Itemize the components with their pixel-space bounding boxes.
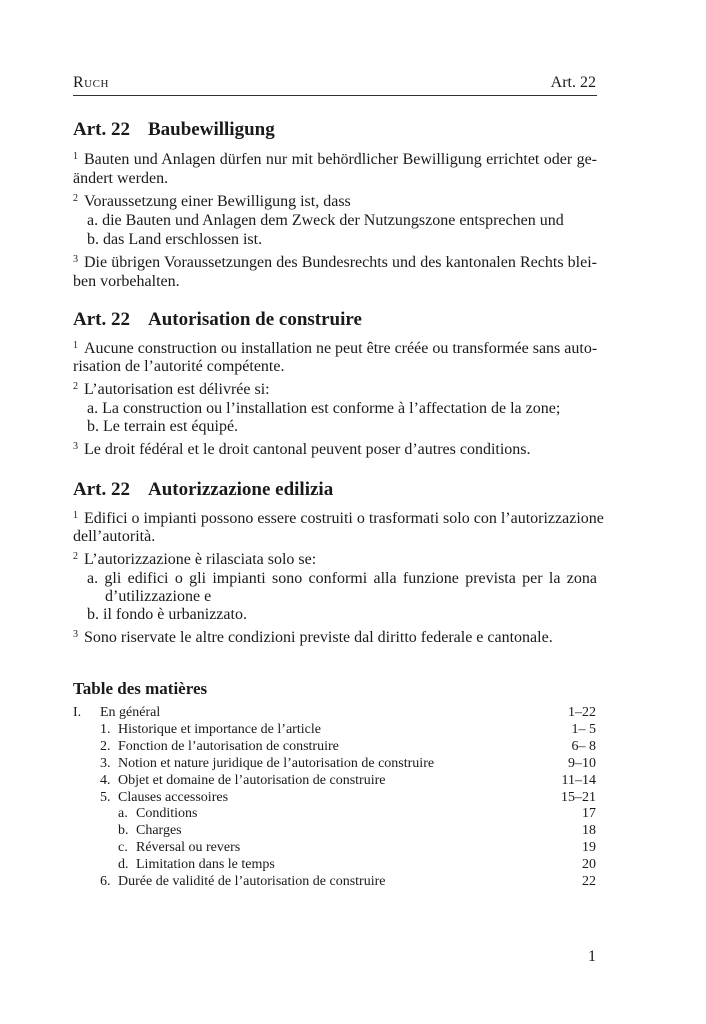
de-para-2-item-b: b. das Land erschlossen ist. [87, 231, 263, 248]
toc-item-label: a. [118, 806, 128, 821]
it-para-3: $^3$ Sono riservate le altre condizioni previste dal diritto federale e cantonale. [73, 629, 553, 646]
toc-item-label: 3. [100, 756, 111, 771]
toc-title: Table des matières [73, 679, 208, 698]
de-para-2-item-a: a. die Bauten und Anlagen dem Zweck der Nutzungszone entsprechen und [87, 212, 564, 229]
toc-item-pages: 1–22 [568, 705, 596, 720]
fr-para-3: $^3$ Le droit fédéral et le droit cantonal peuvent poser d’autres conditions. [73, 441, 531, 458]
running-header-article: Art. 22 [550, 74, 596, 91]
toc-item-text: Charges [136, 823, 182, 838]
toc-item-text: Réversal ou revers [136, 840, 241, 855]
toc-item-pages: 18 [582, 823, 596, 838]
running-header-author: Ruch [73, 74, 109, 91]
page-number: 1 [588, 948, 596, 965]
de-para-1-line-1: $^1$ Bauten und Anlagen dürfen nur mit behördlicher Bewilligung errichtet oder ge- [73, 151, 597, 168]
toc-item-text: Conditions [136, 806, 198, 821]
toc-item-text: Limitation dans le temps [136, 857, 275, 872]
toc-item-pages: 17 [582, 806, 596, 821]
header-rule [73, 95, 597, 96]
fr-para-1-line-1: $^1$ Aucune construction ou installation ne peut être créée ou transformée sans auto- [73, 340, 598, 357]
toc-item-pages: 22 [582, 874, 596, 889]
de-para-3-line-1: $^3$ Die übrigen Voraussetzungen des Bundesrechts und des kantonalen Rechts blei- [73, 254, 597, 271]
fr-para-1-line-2: risation de l’autorité compétente. [73, 358, 285, 375]
section-title-it: Art. 22 Autorizzazione edilizia [73, 479, 334, 500]
de-para-2: $^2$ Voraussetzung einer Bewilligung ist, dass [73, 193, 351, 210]
toc-item-label: c. [118, 840, 128, 855]
toc-item-label: 6. [100, 874, 111, 889]
fr-para-2-item-b: b. Le terrain est équipé. [87, 418, 239, 435]
it-para-2: $^2$ L’autorizzazione è rilasciata solo se: [73, 551, 317, 568]
toc-item-pages: 1– 5 [571, 722, 596, 737]
toc-item-label: d. [118, 857, 129, 872]
toc-item-text: En général [100, 705, 161, 720]
fr-para-2: $^2$ L’autorisation est délivrée si: [73, 381, 270, 398]
toc-item-text: Durée de validité de l’autorisation de construire [118, 874, 386, 889]
toc-item-text: Fonction de l’autorisation de construire [118, 739, 339, 754]
toc-item-text: Clauses accessoires [118, 790, 229, 805]
toc-item-text: Objet et domaine de l’autorisation de construire [118, 773, 386, 788]
fr-para-2-item-a: a. La construction ou l’installation est conforme à l’affectation de la zone; [87, 400, 561, 417]
toc-item-label: 2. [100, 739, 111, 754]
it-para-1-line-2: dell’autorità. [73, 528, 156, 545]
toc-item-pages: 19 [582, 840, 596, 855]
it-para-1-line-1: $^1$ Edifici o impianti possono essere costruiti o trasformati solo con l’autorizzazione [73, 510, 604, 527]
it-para-2-item-b: b. il fondo è urbanizzato. [87, 606, 247, 623]
toc-item-pages: 11–14 [561, 773, 596, 788]
toc-item-label: 4. [100, 773, 111, 788]
it-para-2-item-a-line-1: a. gli edifici o gli impianti sono conformi alla funzione prevista per la zona [87, 570, 597, 587]
toc-item-pages: 15–21 [561, 790, 596, 805]
toc-item-label: 5. [100, 790, 111, 805]
section-title-fr: Art. 22 Autorisation de construire [73, 309, 362, 330]
toc-item-text: Historique et importance de l’article [118, 722, 321, 737]
toc-item-label: b. [118, 823, 129, 838]
toc-item-label: I. [73, 705, 82, 720]
it-para-2-item-a-line-2: d’utilizzazione e [105, 588, 212, 605]
toc-item-pages: 20 [582, 857, 596, 872]
de-para-1-line-2: ändert werden. [73, 170, 169, 187]
de-para-3-line-2: ben vorbehalten. [73, 273, 180, 290]
toc-item-text: Notion et nature juridique de l’autorisation de construire [118, 756, 435, 771]
toc-item-label: 1. [100, 722, 111, 737]
toc-item-pages: 9–10 [568, 756, 596, 771]
toc-item-pages: 6– 8 [571, 739, 596, 754]
section-title-de: Art. 22 Baubewilligung [73, 119, 275, 140]
